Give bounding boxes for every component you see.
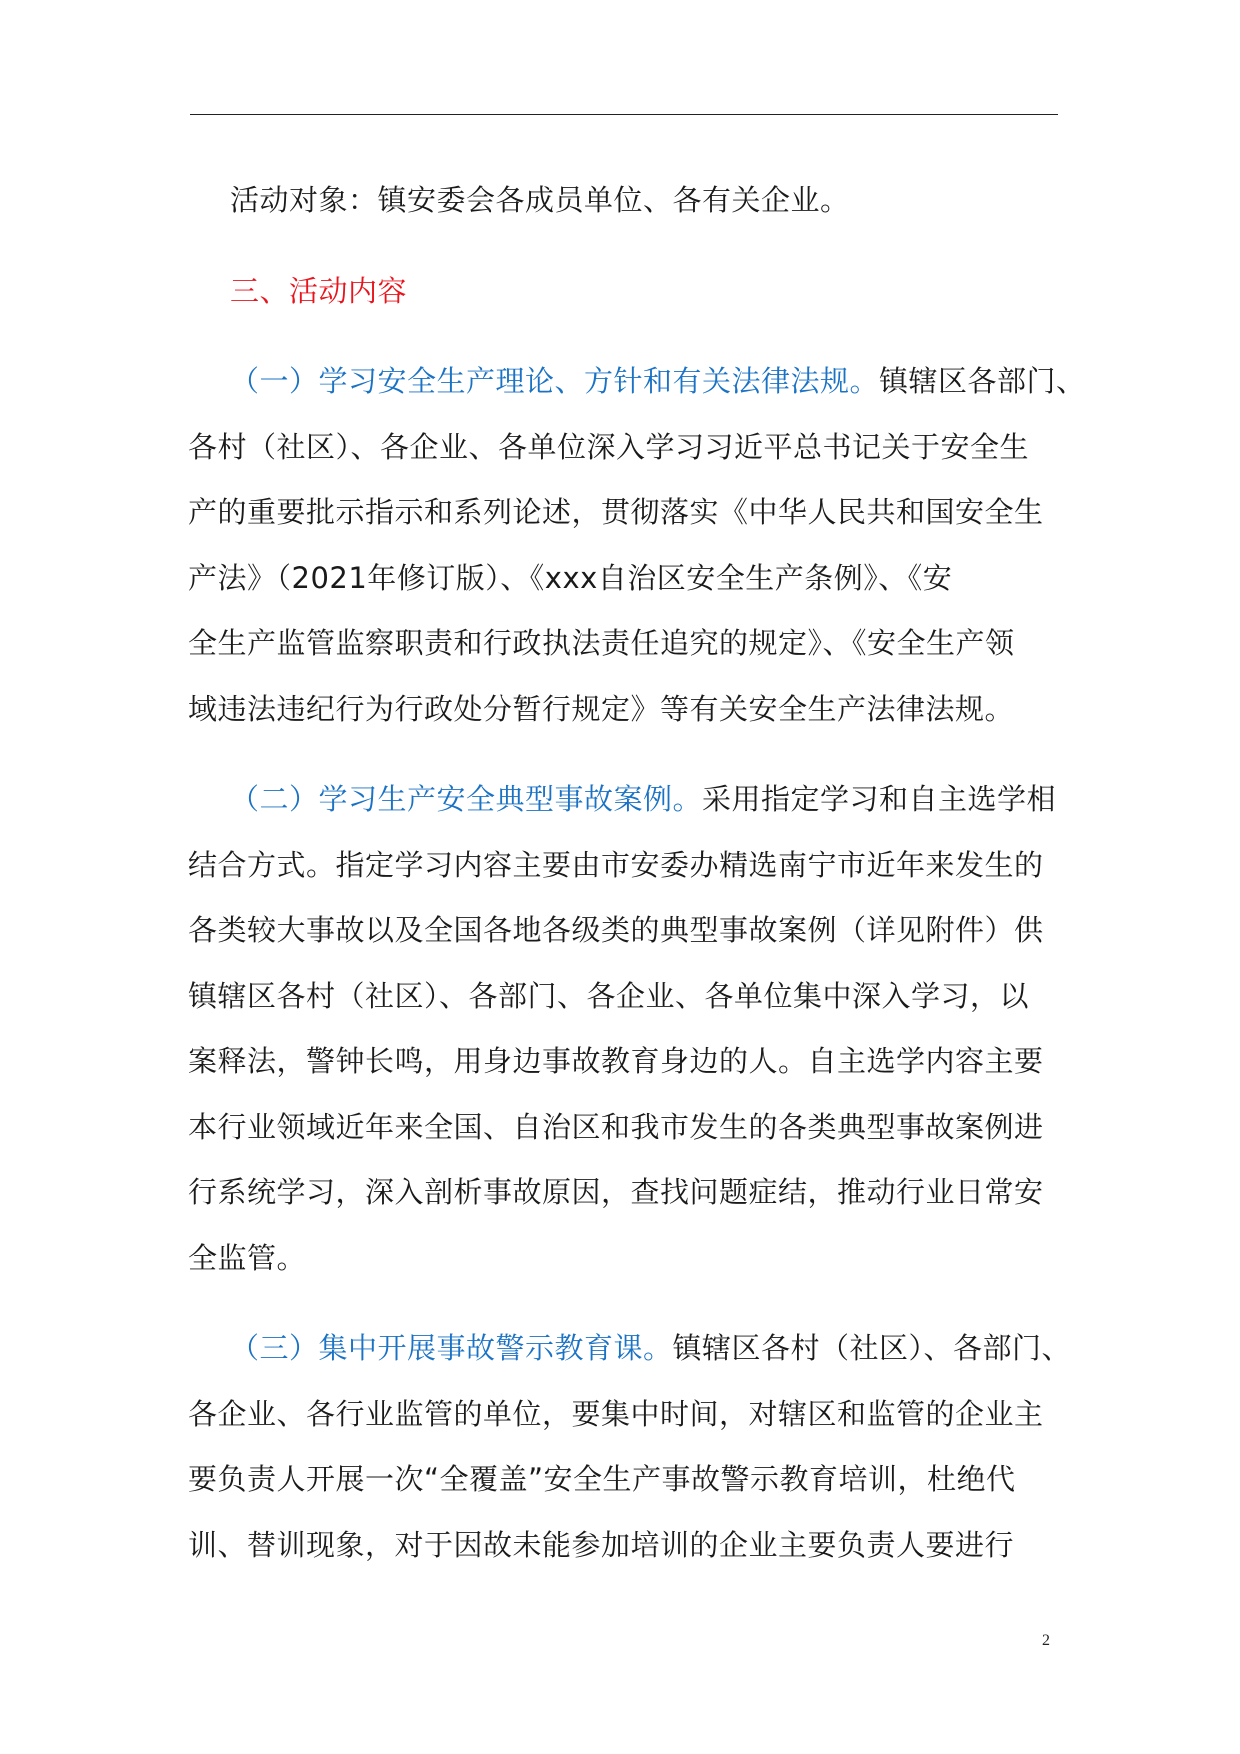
item-heading: （二）学习生产安全典型事故案例。: [230, 782, 703, 816]
content-item-3: [188, 1316, 1072, 1578]
body-line: 各村（社区）、各企业、各单位深入学习习近平总书记关于安全生: [188, 429, 1030, 464]
body-line: 各类较大事故以及全国各地各级类的典型事故案例（详见附件）供: [188, 913, 1044, 947]
section-heading: 三、活动内容: [230, 273, 408, 308]
item-first-line: [188, 1316, 1072, 1382]
body-line: 本行业领域近年来全国、自治区和我市发生的各类典型事故案例进: [188, 1109, 1044, 1144]
item-heading: （三）集中开展事故警示教育课。: [230, 1331, 673, 1365]
body-line: 各企业、各行业监管的单位，要集中时间，对辖区和监管的企业主: [188, 1396, 1044, 1431]
page-number: 2: [1042, 1632, 1050, 1649]
body-line: 结合方式。指定学习内容主要由市安委办精选南宁市近年来发生的: [188, 847, 1044, 882]
body-line: 镇辖区各村（社区）、各部门、各企业、各单位集中深入学习，以: [188, 978, 1030, 1013]
item-first-line-rest: 镇辖区各村（社区）、各部门、: [672, 1331, 1072, 1365]
item-first-line: [188, 349, 1086, 415]
body-line: 全监管。: [188, 1240, 307, 1275]
body-line: 域违法违纪行为行政处分暂行规定》等有关安全生产法律法规。: [188, 691, 1015, 726]
content-item-1: [188, 349, 1086, 742]
content-item-2: [188, 767, 1060, 1291]
document-body: [188, 168, 1086, 1578]
item-first-line-rest: 采用指定学习和自主选学相: [702, 782, 1057, 816]
body-line: 行系统学习，深入剖析事故原因，查找问题症结，推动行业日常安: [188, 1175, 1044, 1209]
activity-target-line: 活动对象：镇安委会各成员单位、各有关企业。: [230, 183, 850, 217]
body-line: 要负责人开展一次“全覆盖”安全生产事故警示教育培训，杜绝代: [188, 1462, 1016, 1496]
item-first-line: [188, 767, 1060, 833]
item-first-line-rest: 镇辖区各部门、: [879, 364, 1086, 398]
body-line: 训、替训现象，对于因故未能参加培训的企业主要负责人要进行: [188, 1527, 1015, 1562]
header-rule: [190, 114, 1058, 115]
body-line: 案释法，警钟长鸣，用身边事故教育身边的人。自主选学内容主要: [188, 1044, 1044, 1078]
body-line: 产法》（2021年修订版）、《xxx自治区安全生产条例》、《安: [188, 560, 953, 595]
item-heading: （一）学习安全生产理论、方针和有关法律法规。: [230, 364, 880, 398]
body-line: 产的重要批示指示和系列论述，贯彻落实《中华人民共和国安全生: [188, 495, 1044, 529]
body-line: 全生产监管监察职责和行政执法责任追究的规定》、《安全生产领: [188, 626, 1015, 660]
